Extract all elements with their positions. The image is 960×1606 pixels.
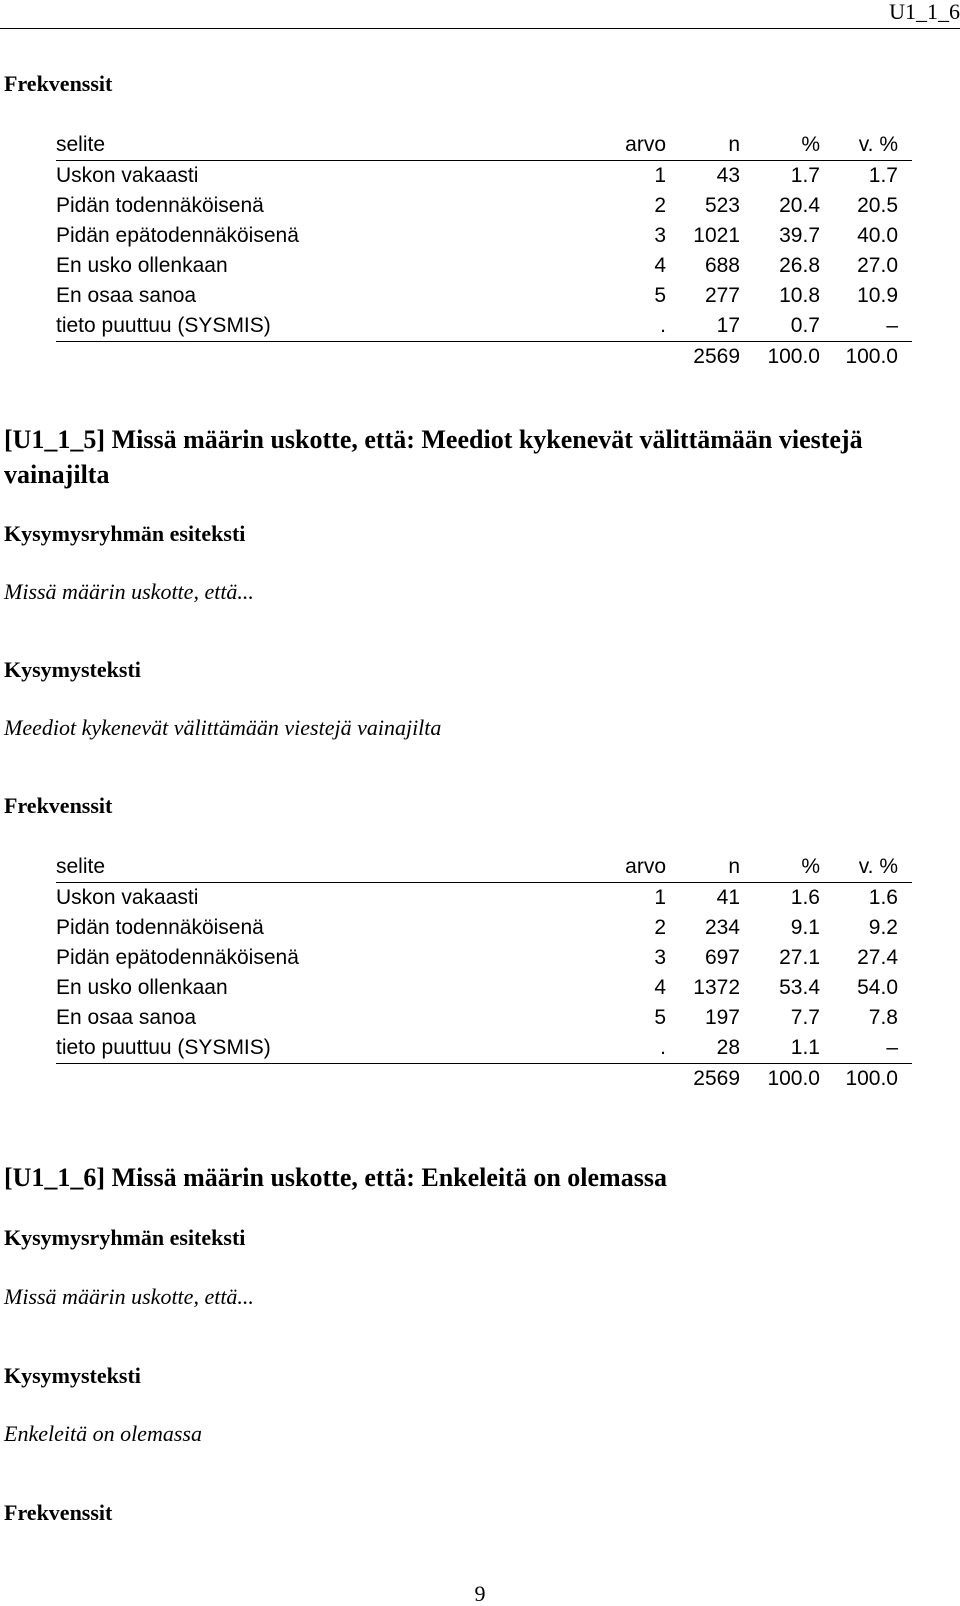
table-cell: 54.0 [857, 976, 898, 999]
table-cell: 41 [716, 886, 740, 909]
column-header: selite [56, 855, 106, 878]
table-cell: – [886, 1036, 898, 1059]
question-group-heading: Kysymysryhmän esiteksti [4, 521, 246, 546]
table-row [56, 221, 912, 251]
table-cell: Pidän epätodennäköisenä [56, 946, 299, 969]
frequencies-heading: Frekvenssit [4, 71, 113, 96]
table-cell: Pidän epätodennäköisenä [56, 224, 299, 247]
table-total-row [56, 1064, 912, 1094]
question-text: Meediot kykenevät välittämään viestejä vainajilta [4, 715, 442, 740]
table-cell: 27.0 [857, 254, 898, 277]
table-cell: 1372 [693, 976, 740, 999]
column-header: n [728, 133, 740, 156]
table-cell: 1.7 [868, 164, 898, 187]
table-row [56, 281, 912, 311]
table-cell: 697 [704, 946, 740, 969]
table-cell: 3 [654, 224, 666, 247]
table-row [56, 1003, 912, 1033]
table-cell: 20.5 [857, 194, 898, 217]
total-percent: 100.0 [767, 345, 820, 368]
table-cell: En osaa sanoa [56, 284, 197, 307]
table-cell: Pidän todennäköisenä [56, 194, 264, 217]
question-title: [U1_1_6] Missä määrin uskotte, että: Enkeleitä on olemassa [4, 1163, 667, 1192]
table-cell: 1.6 [868, 886, 898, 909]
total-percent: 100.0 [767, 1067, 820, 1090]
table-cell: 4 [654, 254, 666, 277]
table-cell: 27.1 [779, 946, 820, 969]
table-cell: 4 [654, 976, 666, 999]
table-row [56, 311, 912, 342]
column-header: n [728, 855, 740, 878]
table-cell: 1 [654, 886, 666, 909]
table-cell: 234 [704, 916, 740, 939]
table-cell: 2 [654, 916, 666, 939]
table-cell: 9.1 [790, 916, 820, 939]
frequencies-heading: Frekvenssit [4, 1500, 113, 1525]
page-number: 9 [474, 1581, 486, 1606]
page-header-code: U1_1_6 [889, 0, 960, 24]
table-cell: 1.7 [790, 164, 820, 187]
table-cell: 53.4 [779, 976, 820, 999]
question-text: Enkeleitä on olemassa [4, 1421, 202, 1446]
table-cell: 26.8 [779, 254, 820, 277]
frequency-table [56, 130, 912, 372]
question-text-heading: Kysymysteksti [4, 1363, 141, 1388]
table-cell: 20.4 [779, 194, 820, 217]
table-cell: 197 [704, 1006, 740, 1029]
total-valid-percent: 100.0 [845, 1067, 898, 1090]
table-cell: tieto puuttuu (SYSMIS) [56, 1036, 271, 1059]
column-header: % [801, 133, 820, 156]
table-cell: 10.8 [779, 284, 820, 307]
total-valid-percent: 100.0 [845, 345, 898, 368]
table-cell: tieto puuttuu (SYSMIS) [56, 314, 271, 337]
table-cell: 28 [716, 1036, 740, 1059]
total-n: 2569 [693, 345, 740, 368]
column-header: selite [56, 133, 106, 156]
table-row [56, 1033, 912, 1064]
question-group-text: Missä määrin uskotte, että... [4, 1284, 254, 1309]
table-cell: 43 [716, 164, 740, 187]
table-row [56, 191, 912, 221]
table-cell: 40.0 [857, 224, 898, 247]
column-header: arvo [625, 855, 666, 878]
table-cell: 277 [704, 284, 740, 307]
table-header-row [56, 852, 912, 883]
table-cell: 688 [704, 254, 740, 277]
column-header: v. % [858, 855, 898, 878]
table-cell: 2 [654, 194, 666, 217]
table-cell: Pidän todennäköisenä [56, 916, 264, 939]
table-cell: 3 [654, 946, 666, 969]
table-cell: 5 [654, 1006, 666, 1029]
table-cell: 1021 [693, 224, 740, 247]
table-header-row [56, 130, 912, 161]
table-cell: 523 [704, 194, 740, 217]
table-cell: 5 [654, 284, 666, 307]
table-cell: En osaa sanoa [56, 1006, 197, 1029]
table-cell: Uskon vakaasti [56, 886, 199, 909]
frequency-table [56, 852, 912, 1094]
table-cell: 1 [654, 164, 666, 187]
table-cell: 1.6 [790, 886, 820, 909]
total-n: 2569 [693, 1067, 740, 1090]
table-row [56, 161, 912, 191]
table-cell: En usko ollenkaan [56, 976, 228, 999]
column-header: v. % [858, 133, 898, 156]
table-cell: 17 [716, 314, 740, 337]
column-header: arvo [625, 133, 666, 156]
table-cell: 10.9 [857, 284, 898, 307]
table-cell: 27.4 [857, 946, 898, 969]
question-text-heading: Kysymysteksti [4, 657, 141, 682]
question-group-heading: Kysymysryhmän esiteksti [4, 1225, 246, 1250]
question-title: [U1_1_5] Missä määrin uskotte, että: Meediot kykenevät välittämään viestejä vainajilta [4, 425, 863, 489]
table-cell: – [886, 314, 898, 337]
table-row [56, 883, 912, 913]
table-cell: 7.8 [868, 1006, 898, 1029]
table-cell: 0.7 [790, 314, 820, 337]
table-cell: 7.7 [790, 1006, 820, 1029]
table-cell: . [660, 1036, 666, 1059]
table-cell: 9.2 [868, 916, 898, 939]
table-row [56, 913, 912, 943]
table-row [56, 943, 912, 973]
table-row [56, 973, 912, 1003]
table-cell: 39.7 [779, 224, 820, 247]
table-cell: 1.1 [790, 1036, 820, 1059]
question-group-text: Missä määrin uskotte, että... [4, 579, 254, 604]
frequencies-heading: Frekvenssit [4, 793, 113, 818]
page-header-rule [0, 28, 960, 29]
table-cell: . [660, 314, 666, 337]
table-total-row [56, 342, 912, 372]
table-cell: Uskon vakaasti [56, 164, 199, 187]
column-header: % [801, 855, 820, 878]
table-row [56, 251, 912, 281]
table-cell: En usko ollenkaan [56, 254, 228, 277]
